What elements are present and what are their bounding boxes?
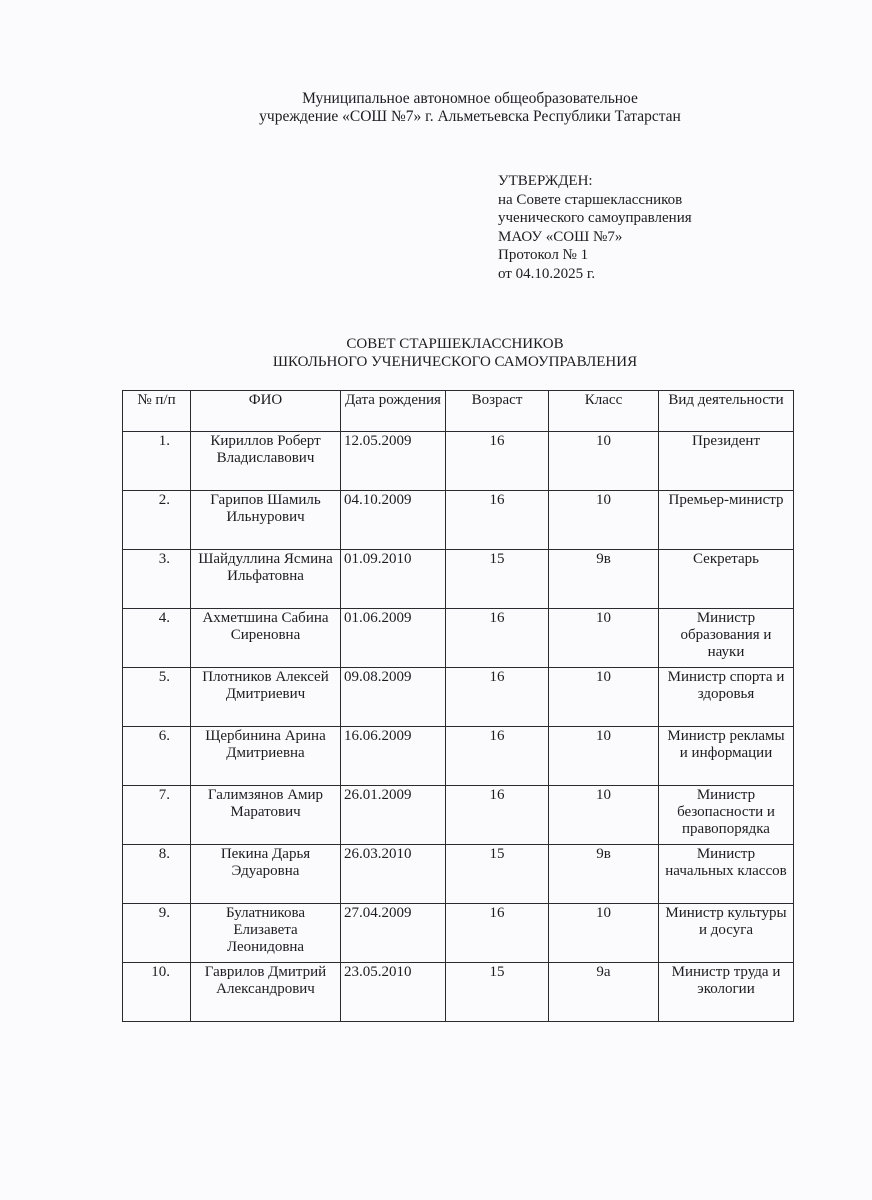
student-name-cell: Шайдуллина Ясмина Ильфатовна xyxy=(191,550,341,609)
student-name-cell: Булатникова Елизавета Леонидовна xyxy=(191,904,341,963)
student-name-cell: Щербинина Арина Дмитриевна xyxy=(191,727,341,786)
class-cell: 10 xyxy=(549,904,659,963)
student-name-cell: Плотников Алексей Дмитриевич xyxy=(191,668,341,727)
column-header-activity: Вид деятельности xyxy=(659,391,794,432)
age-cell: 15 xyxy=(446,845,549,904)
birth-date-cell: 23.05.2010 xyxy=(341,963,446,1022)
header-line-1: Муниципальное автономное общеобразовательное xyxy=(302,90,638,107)
age-cell: 15 xyxy=(446,963,549,1022)
activity-cell: Министр труда и экологии xyxy=(659,963,794,1022)
title-line-2: ШКОЛЬНОГО УЧЕНИЧЕСКОГО САМОУПРАВЛЕНИЯ xyxy=(272,354,638,370)
age-cell: 16 xyxy=(446,668,549,727)
approval-line: УТВЕРЖДЕН: xyxy=(498,173,593,189)
row-number-cell: 9. xyxy=(123,904,191,963)
column-header-class: Класс xyxy=(549,391,659,432)
class-cell: 10 xyxy=(549,668,659,727)
birth-date-cell: 01.06.2009 xyxy=(341,609,446,668)
activity-cell: Президент xyxy=(659,432,794,491)
birth-date-cell: 27.04.2009 xyxy=(341,904,446,963)
column-header-name: ФИО xyxy=(191,391,341,432)
row-number-cell: 3. xyxy=(123,550,191,609)
birth-date-cell: 01.09.2010 xyxy=(341,550,446,609)
class-cell: 10 xyxy=(549,609,659,668)
birth-date-cell: 26.03.2010 xyxy=(341,845,446,904)
row-number-cell: 7. xyxy=(123,786,191,845)
class-cell: 9в xyxy=(549,550,659,609)
approval-block xyxy=(498,172,692,283)
birth-date-cell: 09.08.2009 xyxy=(341,668,446,727)
activity-cell: Министр безопасности и правопорядка xyxy=(659,786,794,845)
document-title xyxy=(0,335,872,371)
title-line-1: СОВЕТ СТАРШЕКЛАССНИКОВ xyxy=(346,336,564,352)
class-cell: 10 xyxy=(549,491,659,550)
student-name-cell: Кириллов Роберт Владиславович xyxy=(191,432,341,491)
activity-cell: Министр спорта и здоровья xyxy=(659,668,794,727)
approval-line: Протокол № 1 xyxy=(498,247,589,263)
age-cell: 15 xyxy=(446,550,549,609)
age-cell: 16 xyxy=(446,609,549,668)
age-cell: 16 xyxy=(446,491,549,550)
student-name-cell: Галимзянов Амир Маратович xyxy=(191,786,341,845)
row-number-cell: 10. xyxy=(123,963,191,1022)
activity-cell: Премьер-министр xyxy=(659,491,794,550)
birth-date-cell: 04.10.2009 xyxy=(341,491,446,550)
approval-line: от 04.10.2025 г. xyxy=(498,265,596,282)
class-cell: 9в xyxy=(549,845,659,904)
table-row xyxy=(123,904,794,963)
table-row xyxy=(123,963,794,1022)
table-header-row xyxy=(123,391,794,432)
header-line-2: учреждение «СОШ №7» г. Альметьевска Республики Татарстан xyxy=(259,108,681,125)
table-row xyxy=(123,727,794,786)
age-cell: 16 xyxy=(446,727,549,786)
activity-cell: Министр рекламы и информации xyxy=(659,727,794,786)
class-cell: 10 xyxy=(549,786,659,845)
row-number-cell: 6. xyxy=(123,727,191,786)
approval-line: ученического самоуправления xyxy=(498,210,692,226)
council-table xyxy=(122,390,794,1022)
column-header-birthdate: Дата рождения xyxy=(341,391,446,432)
age-cell: 16 xyxy=(446,786,549,845)
activity-cell: Министр образования и науки xyxy=(659,609,794,668)
student-name-cell: Гарипов Шамиль Ильнурович xyxy=(191,491,341,550)
class-cell: 9а xyxy=(549,963,659,1022)
school-header xyxy=(0,90,872,126)
activity-cell: Секретарь xyxy=(659,550,794,609)
class-cell: 10 xyxy=(549,432,659,491)
age-cell: 16 xyxy=(446,432,549,491)
row-number-cell: 5. xyxy=(123,668,191,727)
table-row xyxy=(123,786,794,845)
age-cell: 16 xyxy=(446,904,549,963)
class-cell: 10 xyxy=(549,727,659,786)
column-header-age: Возраст xyxy=(446,391,549,432)
activity-cell: Министр начальных классов xyxy=(659,845,794,904)
table-row xyxy=(123,432,794,491)
column-header-num: № п/п xyxy=(123,391,191,432)
row-number-cell: 1. xyxy=(123,432,191,491)
birth-date-cell: 26.01.2009 xyxy=(341,786,446,845)
table-row xyxy=(123,668,794,727)
table-row xyxy=(123,609,794,668)
student-name-cell: Ахметшина Сабина Сиреновна xyxy=(191,609,341,668)
row-number-cell: 8. xyxy=(123,845,191,904)
table-row xyxy=(123,845,794,904)
row-number-cell: 4. xyxy=(123,609,191,668)
student-name-cell: Гаврилов Дмитрий Александрович xyxy=(191,963,341,1022)
birth-date-cell: 16.06.2009 xyxy=(341,727,446,786)
activity-cell: Министр культуры и досуга xyxy=(659,904,794,963)
student-name-cell: Пекина Дарья Эдуаровна xyxy=(191,845,341,904)
row-number-cell: 2. xyxy=(123,491,191,550)
birth-date-cell: 12.05.2009 xyxy=(341,432,446,491)
approval-line: на Совете старшеклассников xyxy=(498,191,683,208)
table-row xyxy=(123,550,794,609)
approval-line: МАОУ «СОШ №7» xyxy=(498,228,623,245)
table-row xyxy=(123,491,794,550)
